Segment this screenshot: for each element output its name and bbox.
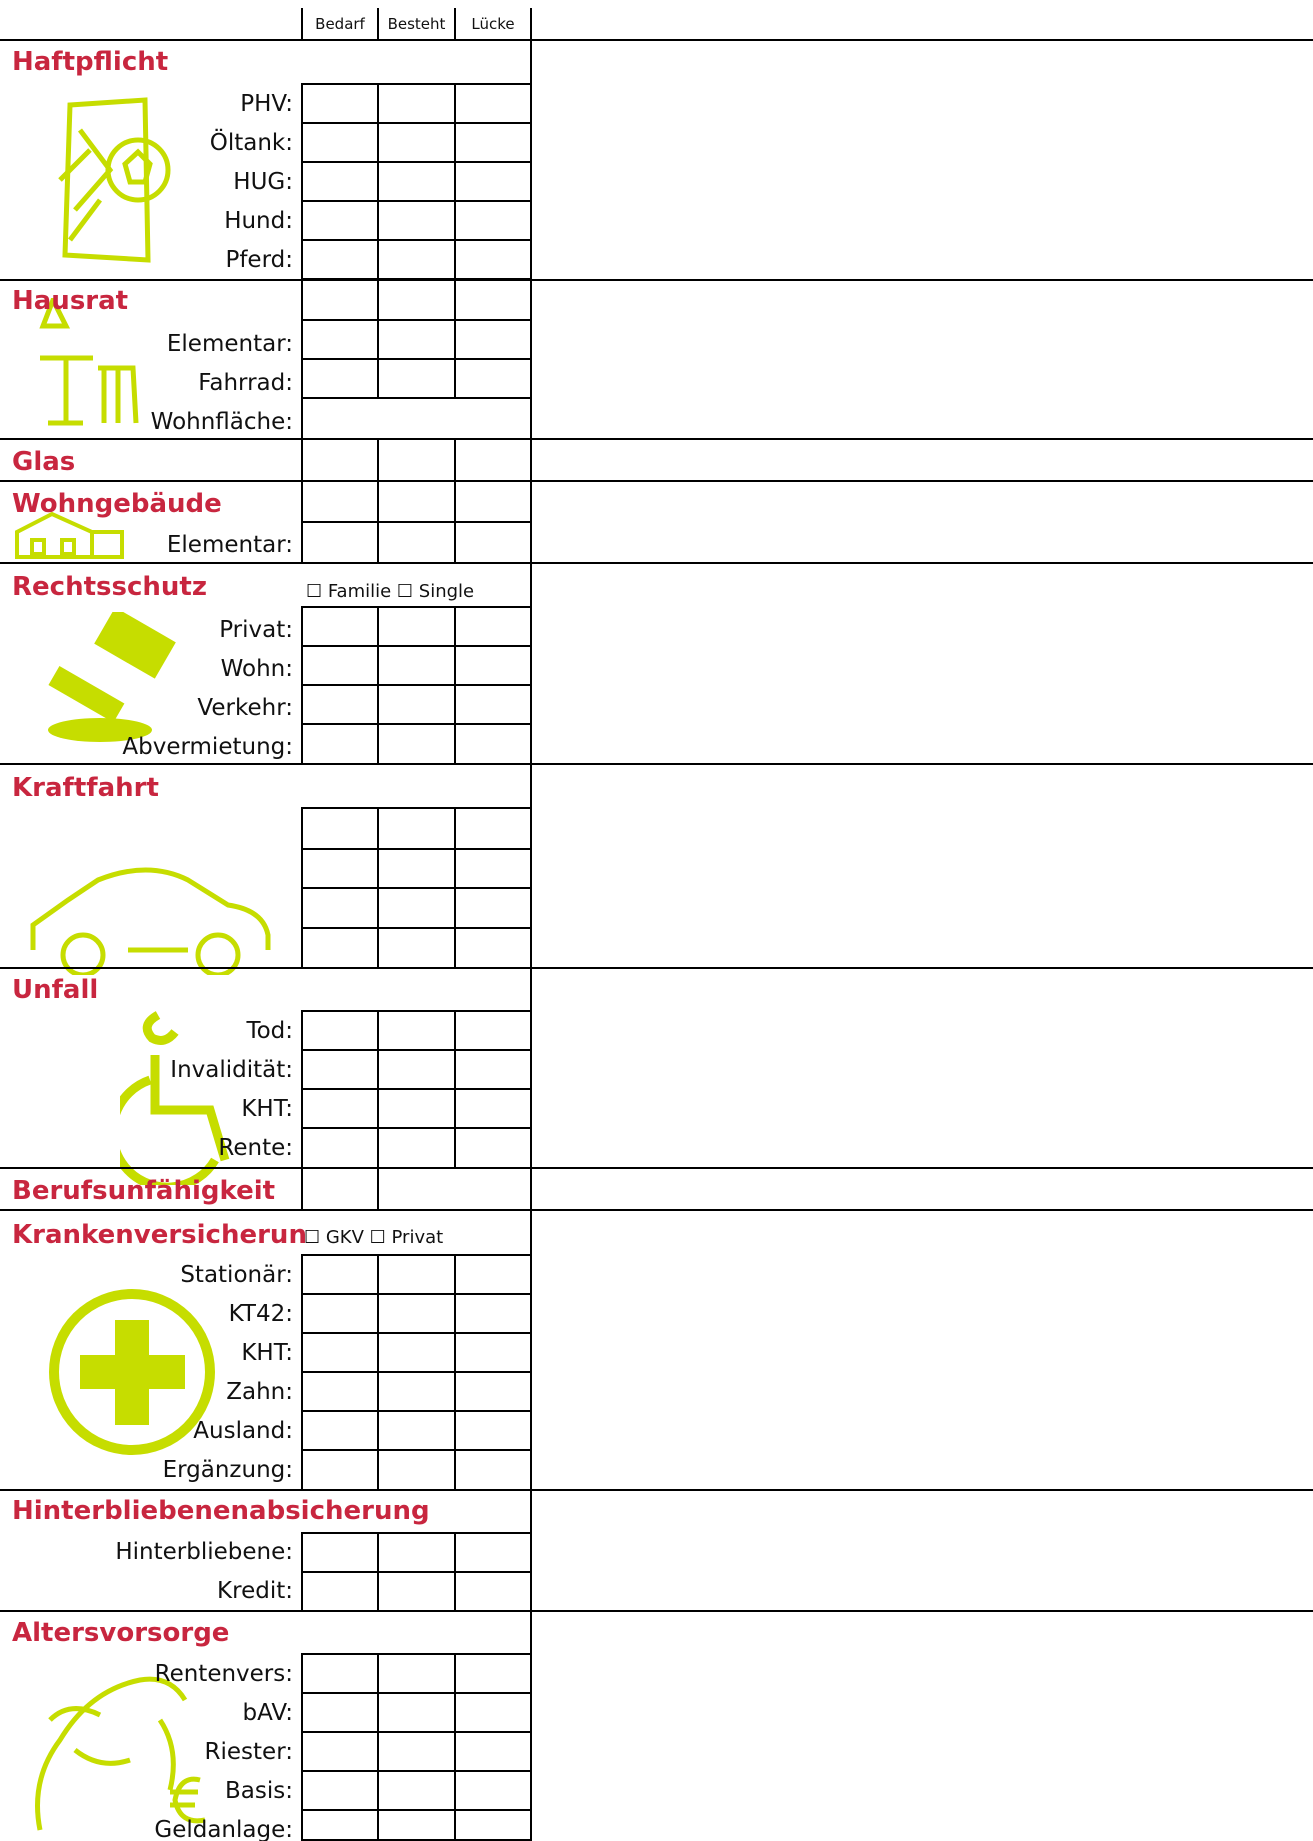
input-cell-bedarf[interactable] (301, 279, 379, 321)
input-cell-besteht[interactable] (377, 279, 456, 321)
input-cell-bedarf[interactable] (301, 1254, 379, 1295)
section-divider (0, 438, 1313, 440)
input-cell-luecke[interactable] (454, 1049, 532, 1090)
section-title-krankenversicherung: Krankenversicherun (12, 1220, 307, 1250)
input-cell-luecke[interactable] (454, 1254, 532, 1295)
input-cell-besteht[interactable] (377, 927, 456, 969)
input-cell-bedarf[interactable] (301, 1127, 379, 1169)
section-divider (0, 967, 1313, 969)
input-cell-besteht[interactable] (377, 1254, 456, 1295)
row-label-elementar: Elementar: (166, 532, 293, 558)
input-cell-bedarf[interactable] (301, 1010, 379, 1051)
input-cell-besteht[interactable] (377, 848, 456, 889)
input-cell-bedarf[interactable] (301, 1449, 379, 1491)
section-divider (0, 1209, 1313, 1211)
input-cell-bedarf[interactable] (301, 1571, 379, 1612)
row-label-fahrrad: Fahrrad: (198, 370, 293, 396)
row-label-geldanlage: Geldanlage: (154, 1817, 293, 1841)
section-title-altersvorsorge: Altersvorsorge (12, 1618, 230, 1648)
input-cell-besteht[interactable] (377, 1731, 456, 1772)
input-cell-luecke[interactable] (454, 1692, 532, 1733)
row-label-stationaer: Stationär: (180, 1262, 293, 1288)
input-cell-luecke[interactable] (454, 1449, 532, 1491)
household-type-options[interactable]: ☐ Familie ☐ Single (306, 581, 475, 602)
input-cell-besteht[interactable] (377, 1332, 456, 1373)
input-cell-luecke[interactable] (454, 319, 532, 360)
row-label-wohnflaeche: Wohnfläche: (150, 409, 293, 435)
input-cell-luecke[interactable] (454, 161, 532, 202)
row-label-pferd: Pferd: (225, 247, 293, 273)
row-label-oeltank: Öltank: (209, 130, 293, 156)
input-cell-luecke[interactable] (454, 1653, 532, 1694)
input-cell-luecke[interactable] (454, 1088, 532, 1129)
input-cell-luecke[interactable] (454, 606, 532, 647)
input-cell-bedarf[interactable] (301, 358, 379, 399)
input-cell-bedarf[interactable] (301, 239, 379, 280)
input-cell-luecke[interactable] (454, 1770, 532, 1811)
input-cell-luecke[interactable] (454, 200, 532, 241)
input-cell-besteht[interactable] (377, 1571, 456, 1612)
section-divider (0, 39, 1313, 41)
input-cell-luecke[interactable] (454, 1532, 532, 1573)
input-cell-besteht[interactable] (377, 1770, 456, 1811)
row-label-kht: KHT: (241, 1096, 293, 1122)
input-cell-bedarf[interactable] (301, 684, 379, 725)
input-cell-bedarf[interactable] (301, 1049, 379, 1090)
input-cell-besteht[interactable] (377, 1449, 456, 1491)
right-divider (530, 562, 532, 608)
input-cell-besteht[interactable] (377, 1088, 456, 1129)
section-divider (0, 480, 1313, 482)
input-cell-bedarf[interactable] (301, 438, 379, 482)
row-label-invaliditaet: Invalidität: (170, 1057, 293, 1083)
row-label-wohn: Wohn: (220, 656, 293, 682)
input-cell-bedarf[interactable] (301, 521, 379, 564)
row-label-kht: KHT: (241, 1340, 293, 1366)
input-cell-besteht[interactable] (377, 887, 456, 929)
input-cell-bedarf[interactable] (301, 1410, 379, 1451)
section-divider (0, 562, 1313, 564)
input-cell-besteht[interactable] (377, 521, 456, 564)
row-label-rente: Rente: (218, 1135, 293, 1161)
row-label-ergaenzung: Ergänzung: (162, 1457, 293, 1483)
input-cell-bedarf[interactable] (301, 1653, 379, 1694)
input-cell-besteht[interactable] (377, 606, 456, 647)
row-label-elementar: Elementar: (166, 331, 293, 357)
section-divider (0, 279, 1313, 281)
row-label-ausland: Ausland: (193, 1418, 293, 1444)
input-cell-besteht[interactable] (377, 239, 456, 280)
input-cell-besteht[interactable] (377, 1010, 456, 1051)
section-title-glas: Glas (12, 447, 76, 477)
input-cell-bedarf[interactable] (301, 1332, 379, 1373)
input-cell-besteht[interactable] (377, 1653, 456, 1694)
input-cell-bedarf[interactable] (301, 887, 379, 929)
input-cell-besteht[interactable] (377, 438, 456, 482)
input-cell-bedarf[interactable] (301, 1371, 379, 1412)
input-cell-luecke[interactable] (454, 684, 532, 725)
input-cell-besteht[interactable] (377, 1809, 456, 1841)
section-divider (0, 1167, 1313, 1169)
input-cell-bedarf[interactable] (301, 161, 379, 202)
input-cell-besteht[interactable] (377, 1127, 456, 1169)
input-cell-bedarf[interactable] (301, 606, 379, 647)
input-cell-luecke[interactable] (454, 848, 532, 889)
column-header-bedarf: Bedarf (315, 15, 365, 33)
input-cell-besteht[interactable] (377, 83, 456, 124)
input-cell-bedarf[interactable] (301, 1293, 379, 1334)
input-cell-bedarf[interactable] (301, 927, 379, 969)
input-cell-wohnflaeche[interactable] (301, 397, 532, 440)
car-icon (28, 855, 278, 975)
column-header-luecke: Lücke (471, 15, 515, 33)
input-cell-bedarf[interactable] (301, 122, 379, 163)
input-cell-besteht[interactable] (377, 480, 456, 523)
input-cell-luecke[interactable] (454, 239, 532, 280)
row-label-bav: bAV: (242, 1700, 293, 1726)
right-divider (530, 1167, 532, 1211)
section-divider (0, 1610, 1313, 1612)
input-cell-luecke[interactable] (454, 645, 532, 686)
input-cell-besteht[interactable] (377, 645, 456, 686)
input-cell-luecke[interactable] (454, 1293, 532, 1334)
input-cell-luecke[interactable] (454, 1010, 532, 1051)
input-cell-besteht[interactable] (377, 723, 456, 765)
row-label-riester: Riester: (204, 1739, 293, 1765)
input-cell-luecke[interactable] (454, 927, 532, 969)
input-cell-luecke[interactable] (454, 83, 532, 124)
section-title-kraftfahrt: Kraftfahrt (12, 773, 159, 803)
input-cell-bedarf[interactable] (301, 1770, 379, 1811)
row-label-hug: HUG: (233, 169, 293, 195)
input-cell-luecke[interactable] (454, 1127, 532, 1169)
row-label-rentenvers: Rentenvers: (154, 1661, 293, 1687)
section-title-unfall: Unfall (12, 975, 99, 1005)
row-label-verkehr: Verkehr: (197, 695, 293, 721)
row-label-hinterbliebene: Hinterbliebene: (115, 1539, 293, 1565)
input-cell-bedarf[interactable] (301, 200, 379, 241)
input-cell-besteht[interactable] (377, 1293, 456, 1334)
row-label-tod: Tod: (246, 1018, 293, 1044)
input-cell-besteht[interactable] (377, 807, 456, 850)
section-title-wohngebaeude: Wohngebäude (12, 489, 222, 519)
input-cell-luecke[interactable] (454, 1731, 532, 1772)
input-cell-besteht[interactable] (377, 684, 456, 725)
input-cell-luecke[interactable] (454, 279, 532, 321)
input-cell-luecke[interactable] (454, 480, 532, 523)
input-cell-bedarf[interactable] (301, 645, 379, 686)
input-cell-bedarf[interactable] (301, 1692, 379, 1733)
input-cell-bedarf[interactable] (301, 1167, 379, 1211)
input-cell-bedarf[interactable] (301, 848, 379, 889)
input-cell-luecke[interactable] (454, 1410, 532, 1451)
input-cell-besteht[interactable] (377, 161, 456, 202)
section-title-berufsunfaehigkeit: Berufsunfähigkeit (12, 1176, 276, 1206)
row-label-privat: Privat: (219, 617, 293, 643)
row-label-hund: Hund: (224, 208, 293, 234)
input-cell-bedarf[interactable] (301, 1532, 379, 1573)
input-cell-bedarf[interactable] (301, 1731, 379, 1772)
input-cell-bedarf[interactable] (301, 723, 379, 765)
input-cell-luecke[interactable] (454, 1809, 532, 1841)
section-divider (0, 1489, 1313, 1491)
input-cell-bedarf[interactable] (301, 1809, 379, 1841)
row-label-basis: Basis: (225, 1778, 293, 1804)
section-title-haftpflicht: Haftpflicht (12, 47, 169, 77)
input-cell-besteht[interactable] (377, 122, 456, 163)
input-cell-luecke[interactable] (454, 438, 532, 482)
input-cell-besteht[interactable] (377, 1371, 456, 1412)
section-title-hausrat: Hausrat (12, 286, 129, 316)
row-label-zahn: Zahn: (226, 1379, 293, 1405)
input-cell-besteht[interactable] (377, 1049, 456, 1090)
input-cell-luecke[interactable] (454, 807, 532, 850)
section-title-rechtsschutz: Rechtsschutz (12, 572, 207, 602)
column-header-besteht: Besteht (387, 15, 446, 33)
input-cell-luecke[interactable] (454, 1371, 532, 1412)
input-cell-bedarf[interactable] (301, 1088, 379, 1129)
row-label-abvermietung: Abvermietung: (122, 734, 293, 760)
section-divider (0, 763, 1313, 765)
input-cell-bedarf[interactable] (301, 807, 379, 850)
input-cell-bedarf[interactable] (301, 83, 379, 124)
section-title-hinterbliebenenabsicherung: Hinterbliebenenabsicherung (12, 1496, 430, 1526)
input-cell-luecke[interactable] (454, 1571, 532, 1612)
input-cell-besteht[interactable] (377, 1410, 456, 1451)
input-cell-luecke[interactable] (454, 358, 532, 399)
input-cell-luecke[interactable] (454, 1332, 532, 1373)
input-cell-besteht[interactable] (377, 1532, 456, 1573)
insurance-type-options[interactable]: ☐ GKV ☐ Privat (304, 1227, 444, 1248)
input-cell-besteht[interactable] (377, 1692, 456, 1733)
row-label-phv: PHV: (240, 91, 293, 117)
input-cell-besteht[interactable] (377, 319, 456, 360)
input-cell-bedarf[interactable] (301, 319, 379, 360)
input-cell-luecke[interactable] (454, 723, 532, 765)
input-cell-luecke[interactable] (454, 887, 532, 929)
row-label-kt42: KT42: (228, 1301, 293, 1327)
input-cell-luecke[interactable] (454, 122, 532, 163)
input-cell-besteht[interactable] (377, 358, 456, 399)
row-label-kredit: Kredit: (217, 1578, 293, 1604)
input-cell-besteht[interactable] (377, 200, 456, 241)
input-cell-luecke[interactable] (454, 521, 532, 564)
input-cell-bedarf[interactable] (301, 480, 379, 523)
